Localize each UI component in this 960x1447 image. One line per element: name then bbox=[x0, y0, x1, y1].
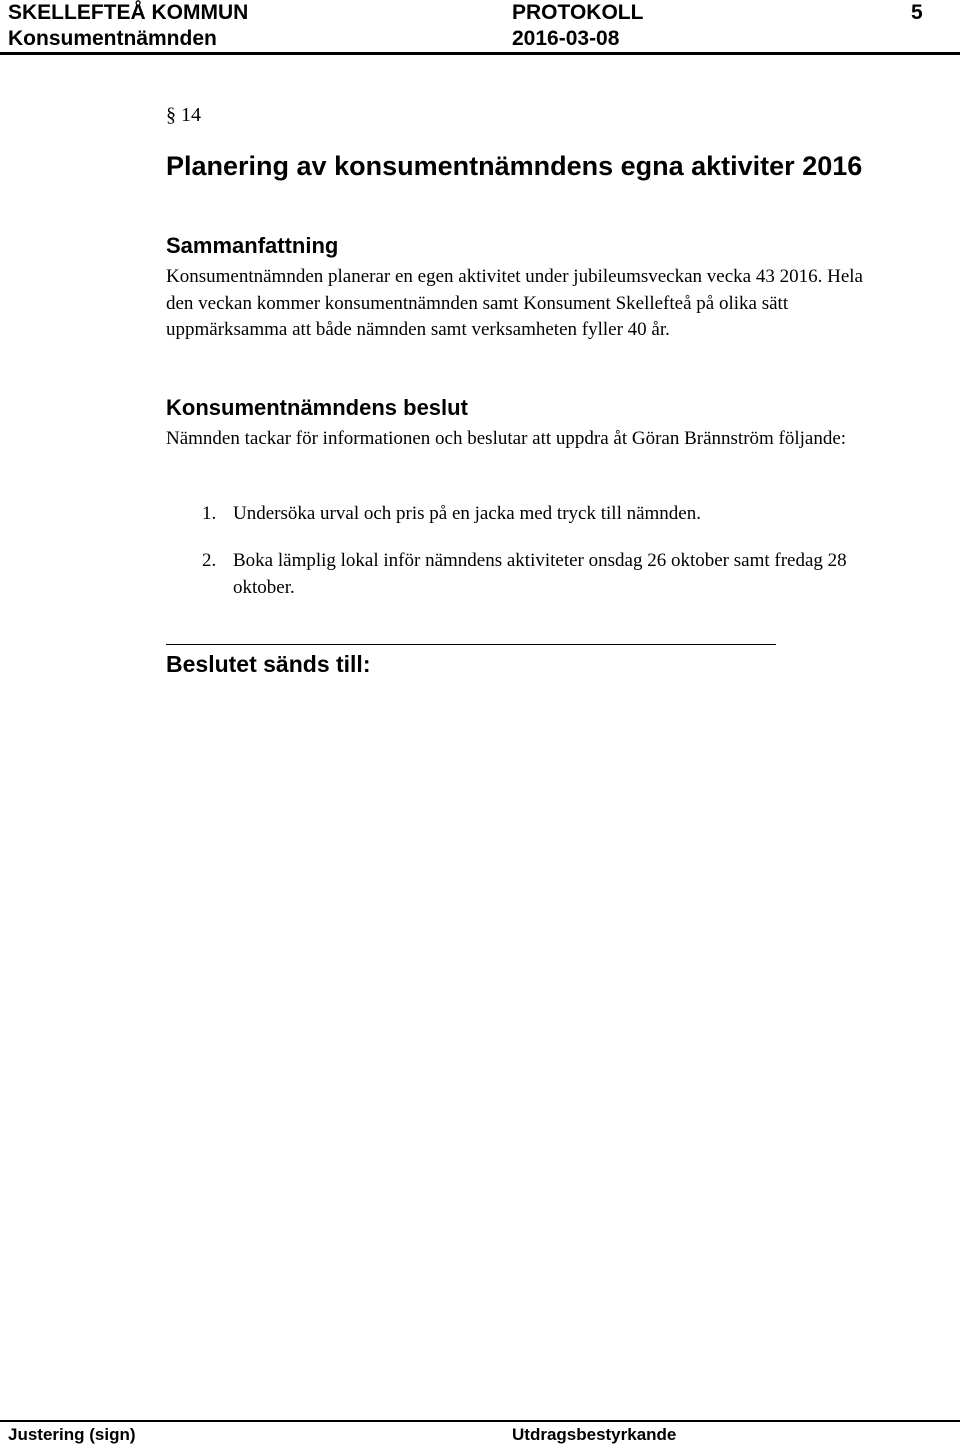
summary-text: Konsumentnämnden planerar en egen aktivitet under jubileumsveckan vecka 43 2016. Hela den veckan kommer konsumentnämnden samt Konsument Skellefteå på olika sätt uppmärksamma att både nämnden samt verksamheten fyller 40 år. bbox=[166, 266, 863, 340]
document-type: PROTOKOLL bbox=[512, 1, 644, 24]
footer-rule bbox=[0, 1420, 960, 1422]
decision-item bbox=[166, 548, 886, 601]
decision-item-number: 1. bbox=[202, 503, 217, 524]
header-rule bbox=[0, 52, 960, 55]
committee-name: Konsumentnämnden bbox=[8, 27, 217, 50]
decision-heading: Konsumentnämndens beslut bbox=[166, 395, 468, 420]
decision-text: Nämnden tackar för informationen och beslutar att uppdra åt Göran Brännström följande: bbox=[166, 428, 847, 449]
sent-to-heading: Beslutet sänds till: bbox=[166, 651, 371, 677]
separator-line bbox=[166, 644, 776, 645]
decision-item-text: Boka lämplig lokal inför nämndens aktiviteter onsdag 26 oktober samt fredag 28 oktober. bbox=[233, 550, 847, 598]
summary-heading: Sammanfattning bbox=[166, 233, 339, 258]
section-title: Planering av konsumentnämndens egna aktiviter 2016 bbox=[166, 151, 863, 181]
decision-item-number: 2. bbox=[202, 550, 217, 571]
paragraph-number: § 14 bbox=[166, 104, 201, 126]
organization-name: SKELLEFTEÅ KOMMUN bbox=[8, 1, 249, 24]
signature-label: Justering (sign) bbox=[8, 1425, 136, 1444]
meeting-date: 2016-03-08 bbox=[512, 27, 620, 50]
certification-label: Utdragsbestyrkande bbox=[512, 1425, 677, 1444]
page-number: 5 bbox=[911, 1, 923, 24]
decision-item bbox=[166, 501, 886, 528]
decision-item-text: Undersöka urval och pris på en jacka med tryck till nämnden. bbox=[233, 503, 701, 524]
